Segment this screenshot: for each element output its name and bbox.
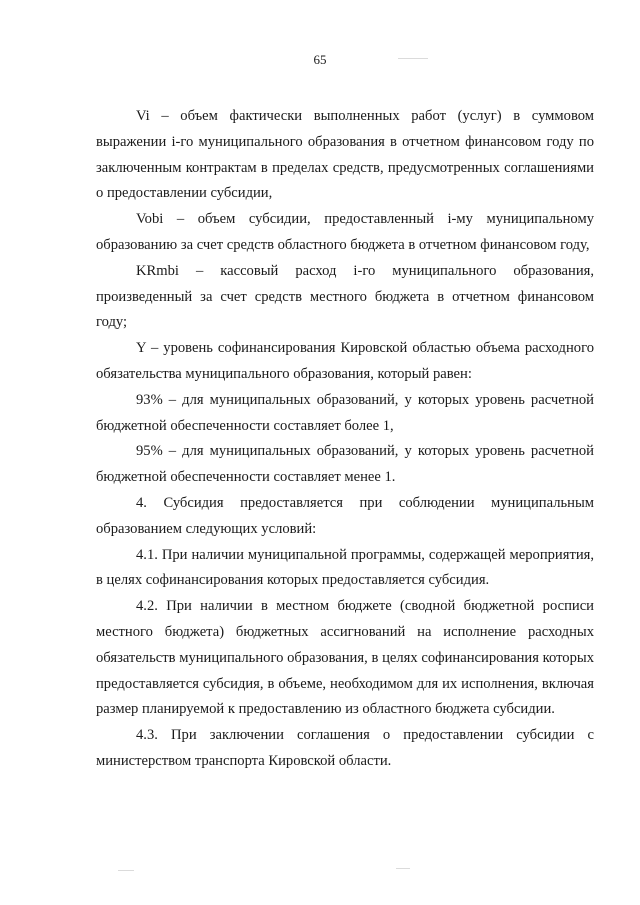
paragraph-vobi-definition: Vobi – объем субсидии, предоставленный i-му муниципальному образованию за счет средств областного бюджета в отчетном финансовом году, <box>96 211 594 253</box>
scan-artifact <box>398 58 428 59</box>
paragraph-rate-95: 95% – для муниципальных образований, у которых уровень расчетной бюджетной обеспеченности составляет менее 1. <box>96 443 594 486</box>
scan-artifact <box>396 868 410 869</box>
scan-artifact <box>118 870 134 871</box>
paragraph-section-4: 4. Субсидия предоставляется при соблюдении муниципальным образованием следующих условий: <box>96 494 594 537</box>
paragraph-y-definition: Y – уровень софинансирования Кировской областью объема расходного обязательства муниципального образования, который равен: <box>96 340 594 382</box>
paragraph-vi-definition: Vi – объем фактически выполненных работ (услуг) в суммовом выражении i-го муниципального образования в отчетном финансовом году по заключенным контрактам в пределах средств, предусмотренных соглашениями о предоставлении субсидии, <box>96 108 594 202</box>
paragraph-section-4-2: 4.2. При наличии в местном бюджете (сводной бюджетной росписи местного бюджета) бюджетных ассигнований на исполнение расходных обязательств муниципального образования, в целях софинансирования которых предоставляется субсидия, в объеме, необходимом для их исполнения, включая размер планируемой к предоставлению из областного бюджета субсидии. <box>96 598 594 718</box>
paragraph-section-4-1: 4.1. При наличии муниципальной программы, содержащей мероприятия, в целях софинансирования которых предоставляется субсидия. <box>96 546 594 589</box>
paragraph-section-4-3: 4.3. При заключении соглашения о предоставлении субсидии с министерством транспорта Кировской области. <box>96 727 594 769</box>
paragraph-rate-93: 93% – для муниципальных образований, у которых уровень расчетной бюджетной обеспеченности составляет более 1, <box>96 391 594 434</box>
document-body <box>96 104 594 775</box>
page-number: 65 <box>313 52 327 67</box>
paragraph-krmbi-definition: KRmbi – кассовый расход i-го муниципального образования, произведенный за счет средств местного бюджета в отчетном финансовом году; <box>96 262 594 331</box>
